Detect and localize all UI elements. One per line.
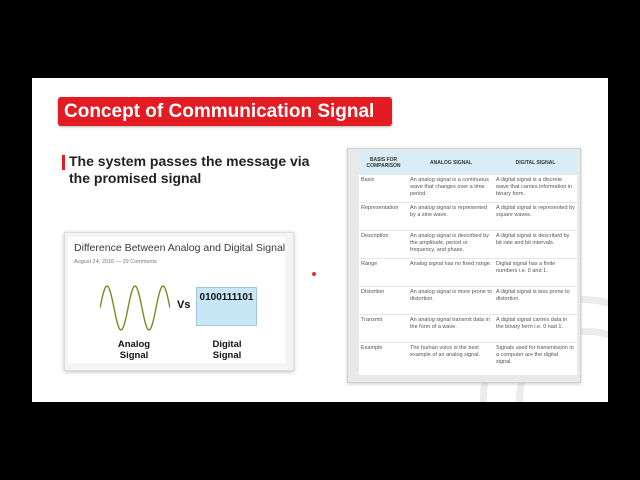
- bullet-text: The system passes the message via the promised signal: [69, 153, 310, 186]
- table-cell: An analog signal is described by the amplitude, period or frequency, and phase.: [408, 231, 494, 259]
- table-cell: Example: [359, 343, 408, 371]
- table-cell: Basic: [359, 175, 408, 203]
- table-cell: Description: [359, 231, 408, 259]
- table-cell: Distortion: [359, 287, 408, 315]
- table-cell: An analog signal is represented by a sine wave.: [408, 203, 494, 231]
- table-row: [359, 343, 577, 371]
- slide-title: Concept of Communication Signal: [58, 97, 392, 126]
- table-cell: Transmit: [359, 315, 408, 343]
- comparison-table: [359, 151, 577, 371]
- table-header: DIGITAL SIGNAL: [494, 151, 577, 175]
- table-row: [359, 231, 577, 259]
- table-cell: An analog signal is more prone to distortion.: [408, 287, 494, 315]
- image-date: August 24, 2016 — 29 Comments: [74, 259, 157, 265]
- table-cell: A digital signal is a discrete wave that carries information in binary form.: [494, 175, 577, 203]
- table-row: [359, 315, 577, 343]
- table-row: [359, 259, 577, 287]
- table-cell: The human voice is the best example of an analog signal.: [408, 343, 494, 371]
- table-cell: A digital signal is represented by square waves.: [494, 203, 577, 231]
- comparison-table-card: [347, 148, 581, 383]
- table-header-row: [359, 151, 577, 175]
- table-header: ANALOG SIGNAL: [408, 151, 494, 175]
- image-content: [68, 237, 285, 363]
- table-cell: An analog signal is a continuous wave that changes over a time period.: [408, 175, 494, 203]
- table-header: BASIS FOR COMPARISON: [359, 151, 408, 175]
- table-cell: Analog signal has no fixed range.: [408, 259, 494, 287]
- bullet-marker: [62, 155, 65, 170]
- table-cell: A digital signal is less prone to distortion.: [494, 287, 577, 315]
- mouse-pointer-icon: [312, 272, 316, 276]
- analog-signal-label: Analog Signal: [117, 339, 151, 361]
- versus-label: Vs: [177, 299, 191, 311]
- image-title: Difference Between Analog and Digital Signal: [74, 242, 286, 254]
- table-cell: A digital signal is described by bit rate and bit intervals.: [494, 231, 577, 259]
- table-cell: Signals used for transmission in a computer are the digital signal.: [494, 343, 577, 371]
- table-cell: An analog signal transmit data in the form of a wave.: [408, 315, 494, 343]
- analog-sine-wave-icon: [100, 283, 170, 333]
- table-row: [359, 203, 577, 231]
- table-cell: Digital signal has a finite numbers i.e. 0 and 1.: [494, 259, 577, 287]
- comparison-table-wrap: [359, 151, 577, 375]
- table-row: [359, 287, 577, 315]
- analog-digital-image-card: [64, 232, 294, 371]
- table-row: [359, 175, 577, 203]
- table-cell: Range: [359, 259, 408, 287]
- digital-signal-box: 0100111101: [196, 287, 257, 326]
- presentation-slide: [32, 78, 608, 402]
- digital-signal-label: Digital Signal: [212, 339, 242, 361]
- table-cell: A digital signal carries data in the binary form i.e. 0 nad 1.: [494, 315, 577, 343]
- table-cell: Representation: [359, 203, 408, 231]
